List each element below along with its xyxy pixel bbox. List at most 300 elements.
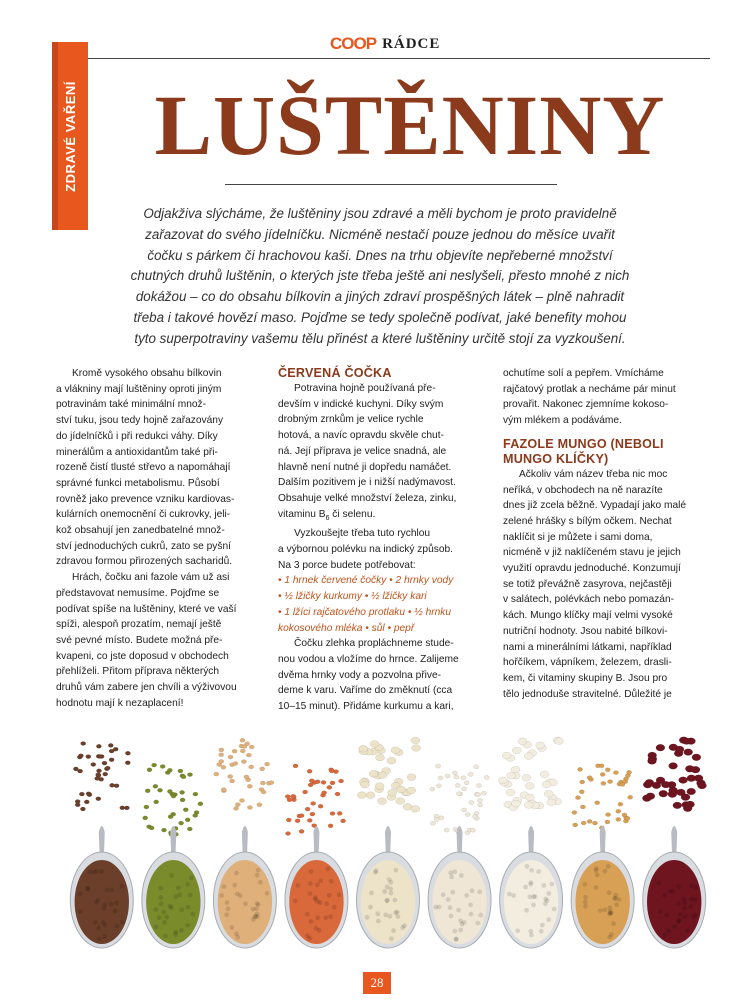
- grain-texture: [162, 920, 167, 925]
- legume-grain: [502, 752, 511, 759]
- legume-grain: [484, 775, 489, 779]
- text-line: a vlákniny mají luštěniny oproti jiným: [56, 383, 222, 395]
- grain-texture: [309, 919, 314, 924]
- legume-grain: [285, 832, 290, 836]
- grain-texture: [234, 931, 239, 936]
- text-line: Kromě vysokého obsahu bílkovin: [72, 368, 222, 379]
- grain-texture: [226, 906, 231, 911]
- legume-grain: [178, 769, 183, 773]
- legume-grain: [396, 786, 405, 793]
- grain-texture: [433, 905, 438, 910]
- legume-grain: [455, 783, 460, 787]
- grain-texture: [225, 900, 230, 905]
- legume-grain: [318, 804, 323, 808]
- legume-grain: [244, 775, 249, 779]
- grain-texture: [369, 891, 374, 896]
- grain-texture: [607, 935, 612, 940]
- grain-texture: [120, 920, 125, 925]
- intro-line: čočku s párkem či hrachovou kaši. Dnes na trhu objevíte nepřeberné množství: [147, 247, 613, 263]
- grain-texture: [662, 893, 667, 898]
- legume-grain: [187, 827, 192, 831]
- vitamin-rest: či selenu.: [329, 508, 376, 520]
- legume-grain: [675, 746, 684, 753]
- grain-texture: [168, 904, 173, 909]
- legume-grain: [359, 745, 368, 752]
- legume-grain: [578, 767, 583, 771]
- text-line: kách. Mungo klíčky mají velmi vysoké: [503, 610, 673, 622]
- legume-grain: [452, 771, 457, 775]
- legume-grain: [616, 817, 621, 821]
- legume-grain: [476, 784, 481, 788]
- grain-texture: [163, 934, 168, 939]
- legume-grain: [96, 744, 101, 748]
- grain-texture: [683, 914, 688, 919]
- legume-grain: [108, 743, 113, 747]
- legume-grain: [193, 792, 198, 796]
- legume-grain: [308, 783, 313, 787]
- legume-grain: [673, 802, 682, 809]
- side-tab-label-wrap: [52, 42, 88, 230]
- legume-grain: [179, 821, 184, 825]
- legume-grain: [542, 781, 551, 788]
- grain-texture: [672, 924, 677, 929]
- text-line: neříká, v obchodech na ně narazíte: [503, 484, 663, 496]
- legume-grain: [257, 803, 262, 807]
- grain-texture: [694, 885, 699, 890]
- grain-texture: [109, 902, 114, 907]
- intro-line: tyto superpotraviny vašemu tělu přinést a které luštěniny určitě stojí za vyzkoušení.: [134, 330, 626, 346]
- text-line: podívat spíše na luštěniny, které ve vaší: [56, 603, 237, 615]
- legume-grain: [378, 798, 387, 805]
- text-line: dnes již zcela běžně. Vypadají jako malé: [503, 500, 687, 512]
- legume-grain: [407, 787, 416, 794]
- text-line: rozeně čistí tlusté střevo a napomáhají: [56, 462, 231, 474]
- legume-grain: [96, 769, 101, 773]
- grain-texture: [666, 929, 671, 934]
- grain-texture: [315, 899, 320, 904]
- text-line: nou vodou a vložíme do hrnce. Zalijeme: [278, 653, 459, 665]
- legume-grain: [579, 790, 584, 794]
- legume-grain: [478, 803, 483, 807]
- grain-texture: [164, 915, 169, 920]
- legume-grain: [581, 821, 586, 825]
- legume-grain: [327, 785, 332, 789]
- grain-texture: [93, 920, 98, 925]
- legume-grain: [219, 753, 224, 757]
- text-line: Potravina hojně používaná pře-: [294, 383, 436, 394]
- grain-texture: [536, 869, 541, 874]
- grain-texture: [332, 905, 337, 910]
- grain-texture: [662, 933, 667, 938]
- grain-texture: [524, 908, 529, 913]
- grain-texture: [595, 873, 600, 878]
- legume-grain: [228, 775, 233, 779]
- text-line: vým mlékem a podáváme.: [503, 415, 622, 427]
- legume-grain: [360, 781, 369, 788]
- grain-texture: [668, 889, 673, 894]
- grain-texture: [154, 907, 159, 912]
- grain-texture: [296, 883, 301, 888]
- legume-grain: [145, 789, 150, 793]
- legume-grain: [656, 777, 665, 784]
- legume-grain: [185, 818, 190, 822]
- legume-grain: [247, 784, 252, 788]
- grain-texture: [373, 870, 378, 875]
- text-line: ná. Její příprava je velice snadná, ale: [278, 445, 447, 457]
- grain-texture: [256, 868, 261, 873]
- legume-grain: [307, 818, 312, 822]
- legume-grain: [522, 775, 531, 782]
- legume-grain: [160, 765, 165, 769]
- grain-texture: [685, 929, 690, 934]
- grain-texture: [258, 880, 263, 885]
- recipe-line: • 1 hrnek červené čočky • 2 hrnky vody: [278, 575, 454, 587]
- grain-texture: [308, 891, 313, 896]
- grain-texture: [324, 915, 329, 920]
- grain-texture: [376, 919, 381, 924]
- grain-texture: [161, 910, 166, 915]
- text-line: Ačkoliv vám název třeba nic moc: [519, 468, 668, 480]
- legume-grain: [512, 800, 521, 807]
- grain-texture: [464, 893, 469, 898]
- grain-texture: [387, 877, 392, 882]
- grain-texture: [523, 885, 528, 890]
- text-line: hotová, a navíc opravdu skvěle chut-: [278, 430, 444, 442]
- legume-grain: [102, 761, 107, 765]
- grain-texture: [658, 909, 663, 914]
- legume-grain: [125, 751, 130, 755]
- legume-grain: [219, 748, 224, 752]
- text-line: potravinám také minimální množ-: [56, 399, 207, 411]
- grain-texture: [105, 888, 110, 893]
- legume-grain: [464, 781, 469, 785]
- grain-texture: [677, 918, 682, 923]
- legume-grain: [692, 754, 701, 761]
- legume-grain: [387, 757, 396, 764]
- intro-line: chutných druhů luštěnin, o kterých jste třeba ještě ani neslyšeli, přesto mnohé z nich: [130, 268, 630, 284]
- grain-texture: [243, 901, 248, 906]
- grain-texture: [676, 884, 681, 889]
- legume-grain: [73, 767, 78, 771]
- legume-grain: [152, 763, 157, 767]
- section-heading-mungo-2: MUNGO KLÍČKY): [503, 451, 609, 466]
- grain-texture: [693, 897, 698, 902]
- legume-grain: [642, 795, 651, 802]
- legume-grain: [369, 770, 378, 777]
- legume-grain: [86, 792, 91, 796]
- grain-texture: [326, 866, 331, 871]
- grain-texture: [448, 870, 453, 875]
- legume-grain: [456, 792, 461, 796]
- legume-grain: [370, 741, 379, 748]
- legume-grain: [147, 768, 152, 772]
- column-3: [503, 366, 703, 702]
- text-line: představovat nemusíme. Pojďme se: [56, 587, 220, 599]
- grain-texture: [265, 891, 270, 896]
- text-line: minerálům a antioxidantům také při-: [56, 446, 218, 458]
- text-line: kulárních onemocnění či cukrovky, jeli-: [56, 509, 231, 521]
- legume-grain: [645, 779, 654, 786]
- header-divider: [62, 58, 710, 59]
- legume-grain: [120, 806, 125, 810]
- legume-grain: [375, 783, 384, 790]
- recipe-line: • 1 lžíci rajčatového protlaku • ½ hrnku: [278, 606, 452, 618]
- legume-grain: [698, 782, 707, 789]
- legume-grain: [261, 790, 266, 794]
- legume-grain: [161, 828, 166, 832]
- legume-grain: [580, 805, 585, 809]
- grain-texture: [94, 869, 99, 874]
- grain-texture: [545, 898, 550, 903]
- grain-texture: [229, 925, 234, 930]
- brand: [330, 34, 440, 54]
- legume-grain: [580, 780, 585, 784]
- legume-grain: [233, 762, 238, 766]
- text-line: rajčatový protlak a necháme pár minut: [503, 383, 676, 395]
- grain-texture: [598, 908, 603, 913]
- legume-grain: [477, 798, 482, 802]
- grain-texture: [185, 882, 190, 887]
- legume-grain: [601, 781, 606, 785]
- legume-grain: [555, 738, 564, 745]
- grain-texture: [477, 889, 482, 894]
- legume-grain: [219, 759, 224, 763]
- legume-grain: [684, 749, 693, 756]
- legume-grain: [512, 747, 521, 754]
- legume-grain: [96, 797, 101, 801]
- legume-grain: [79, 792, 84, 796]
- text-line: devším v indické kuchyni. Díky svým: [278, 398, 444, 410]
- legume-grain: [573, 823, 578, 827]
- grain-texture: [157, 915, 162, 920]
- legume-grain: [181, 775, 186, 779]
- grain-texture: [469, 912, 474, 917]
- text-line: do jídelníčků i při redukci váhy. Díky: [56, 430, 218, 442]
- text-line: Vyzkoušejte třeba tuto rychlou: [294, 528, 431, 540]
- spoon-fill: [647, 860, 701, 944]
- grain-texture: [308, 881, 313, 886]
- legume-grain: [378, 772, 387, 779]
- grain-texture: [179, 907, 184, 912]
- grain-texture: [109, 888, 114, 893]
- grain-texture: [383, 913, 388, 918]
- page-number: 28: [363, 972, 391, 994]
- intro-line: třeba i takové hovězí maso. Pojďme se tedy společně podívat, jaké benefity mohou: [133, 309, 627, 325]
- grain-texture: [614, 893, 619, 898]
- recipe-line: kokosového mléka • sůl • pepř: [278, 622, 415, 634]
- grain-texture: [78, 909, 83, 914]
- grain-texture: [102, 902, 107, 907]
- legume-grain: [153, 784, 158, 788]
- intro-line: zařazovat do svého jídelníčku. Nicméně nestačí pouze jednou do měsíce uvařit: [145, 226, 615, 242]
- legume-grain: [214, 772, 219, 776]
- page-title: LUŠTĚNINY: [154, 77, 666, 173]
- grain-texture: [583, 904, 588, 909]
- text-line: druhů vám zabere jen chvíli a výživovou: [56, 682, 237, 694]
- legume-grain: [183, 808, 188, 812]
- grain-texture: [101, 920, 106, 925]
- legume-grain: [444, 828, 449, 832]
- text-line: rovněž jako prevence vzniku kardiovas-: [56, 493, 235, 505]
- legume-grain: [411, 806, 420, 813]
- legume-grain: [691, 766, 700, 773]
- legume-grain: [470, 828, 475, 832]
- legume-grain: [525, 783, 534, 790]
- grain-texture: [305, 933, 310, 938]
- grain-texture: [78, 892, 83, 897]
- grain-texture: [305, 912, 310, 917]
- vitamin-text: vitaminu B: [278, 508, 326, 520]
- legume-grain: [506, 789, 515, 796]
- grain-texture: [607, 905, 612, 910]
- text-line: Dalším pozitivem je i nižší nadýmavost.: [278, 477, 456, 489]
- grain-texture: [382, 889, 387, 894]
- grain-texture: [96, 926, 101, 931]
- legume-grain: [694, 775, 703, 782]
- grain-texture: [400, 925, 405, 930]
- grain-texture: [529, 868, 534, 873]
- grain-texture: [224, 912, 229, 917]
- grain-texture: [235, 892, 240, 897]
- legume-grain: [293, 764, 298, 768]
- grain-texture: [255, 901, 260, 906]
- grain-texture: [507, 892, 512, 897]
- legume-grain: [625, 816, 630, 820]
- legume-grain: [524, 753, 533, 760]
- grain-texture: [315, 882, 320, 887]
- grain-texture: [525, 864, 530, 869]
- grain-texture: [185, 923, 190, 928]
- legume-grain: [396, 798, 405, 805]
- grain-texture: [664, 913, 669, 918]
- grain-texture: [389, 891, 394, 896]
- legume-grain: [180, 798, 185, 802]
- legume-grain: [407, 774, 416, 781]
- legume-grain: [518, 738, 527, 745]
- legume-grain: [613, 771, 618, 775]
- grain-texture: [452, 929, 457, 934]
- grain-texture: [607, 912, 612, 917]
- legume-grain: [299, 814, 304, 818]
- text-line: kvapeni, co jste doposud v obchodech: [56, 650, 229, 662]
- grain-texture: [189, 876, 194, 881]
- grain-texture: [594, 868, 599, 873]
- legume-grain: [438, 776, 443, 780]
- legume-grain: [109, 758, 114, 762]
- grain-texture: [456, 908, 461, 913]
- legume-grain: [260, 767, 265, 771]
- legume-grain: [575, 796, 580, 800]
- legume-grain: [110, 783, 115, 787]
- section-name: RÁDCE: [382, 35, 441, 52]
- grain-texture: [542, 883, 547, 888]
- grain-texture: [448, 905, 453, 910]
- grain-texture: [468, 903, 473, 908]
- grain-texture: [365, 915, 370, 920]
- legume-grain: [388, 789, 397, 796]
- column-1: [56, 366, 256, 711]
- grain-texture: [470, 888, 475, 893]
- legume-grain: [84, 800, 89, 804]
- legume-grain: [330, 812, 335, 816]
- legume-grain: [291, 794, 296, 798]
- grain-texture: [158, 895, 163, 900]
- legume-grain: [524, 802, 533, 809]
- grain-texture: [375, 911, 380, 916]
- legume-grain: [669, 763, 678, 770]
- legume-grain: [430, 787, 435, 791]
- legume-grain: [498, 777, 507, 784]
- grain-texture: [450, 890, 455, 895]
- legume-grain: [86, 755, 91, 759]
- grain-texture: [255, 873, 260, 878]
- grain-texture: [186, 905, 191, 910]
- legume-grain: [241, 760, 246, 764]
- legume-grain: [454, 775, 459, 779]
- grain-texture: [617, 897, 622, 902]
- text-line: v salátech, polévkách nebo pomazán-: [503, 594, 675, 606]
- grain-texture: [546, 917, 551, 922]
- legume-grain: [481, 791, 486, 795]
- legume-grain: [96, 773, 101, 777]
- grain-texture: [159, 886, 164, 891]
- grain-texture: [188, 893, 193, 898]
- legume-grain: [627, 770, 632, 774]
- text-line: tělo jednoduše stravitelné. Důležité je: [503, 688, 672, 700]
- grain-texture: [546, 891, 551, 896]
- grain-texture: [603, 869, 608, 874]
- text-line: naklíčit si je můžete i sami doma,: [503, 531, 653, 543]
- text-line: přehlíželi. Přitom příprava některých: [56, 666, 220, 678]
- legume-grain: [78, 754, 83, 758]
- legume-grain: [299, 829, 304, 833]
- grain-texture: [176, 886, 181, 891]
- legume-grain: [311, 802, 316, 806]
- legume-grain: [144, 805, 149, 809]
- legume-grain: [235, 803, 240, 807]
- grain-texture: [539, 929, 544, 934]
- legume-grain: [605, 768, 610, 772]
- grain-texture: [540, 923, 545, 928]
- grain-texture: [329, 879, 334, 884]
- text-line: využití opravdu jednoduché. Konzumují: [503, 563, 681, 575]
- grain-texture: [391, 928, 396, 933]
- legume-grain: [105, 766, 110, 770]
- legume-grain: [193, 814, 198, 818]
- text-line: 10–15 minut). Přidáme kurkumu a kari,: [278, 701, 454, 713]
- grain-texture: [550, 882, 555, 887]
- spoon-fill: [146, 860, 200, 944]
- legumes-photo: [66, 720, 710, 958]
- text-line: hlavně není nutné ji dopředu namáčet.: [278, 461, 452, 473]
- grain-texture: [115, 924, 120, 929]
- grain-texture: [384, 898, 389, 903]
- legume-grain: [234, 806, 239, 810]
- grain-texture: [515, 928, 520, 933]
- grain-texture: [388, 914, 393, 919]
- text-line: své pevné místo. Budete možná pře-: [56, 634, 223, 646]
- legume-grain: [246, 753, 251, 757]
- text-line: dvěma hrnky vody a pozvolna přive-: [278, 669, 442, 681]
- legume-grain: [333, 770, 338, 774]
- legume-grain: [328, 824, 333, 828]
- legume-grain: [228, 755, 233, 759]
- legume-grain: [656, 744, 665, 751]
- grain-texture: [255, 914, 260, 919]
- title-divider: [225, 184, 557, 185]
- legume-grain: [249, 745, 254, 749]
- legume-grain: [473, 815, 478, 819]
